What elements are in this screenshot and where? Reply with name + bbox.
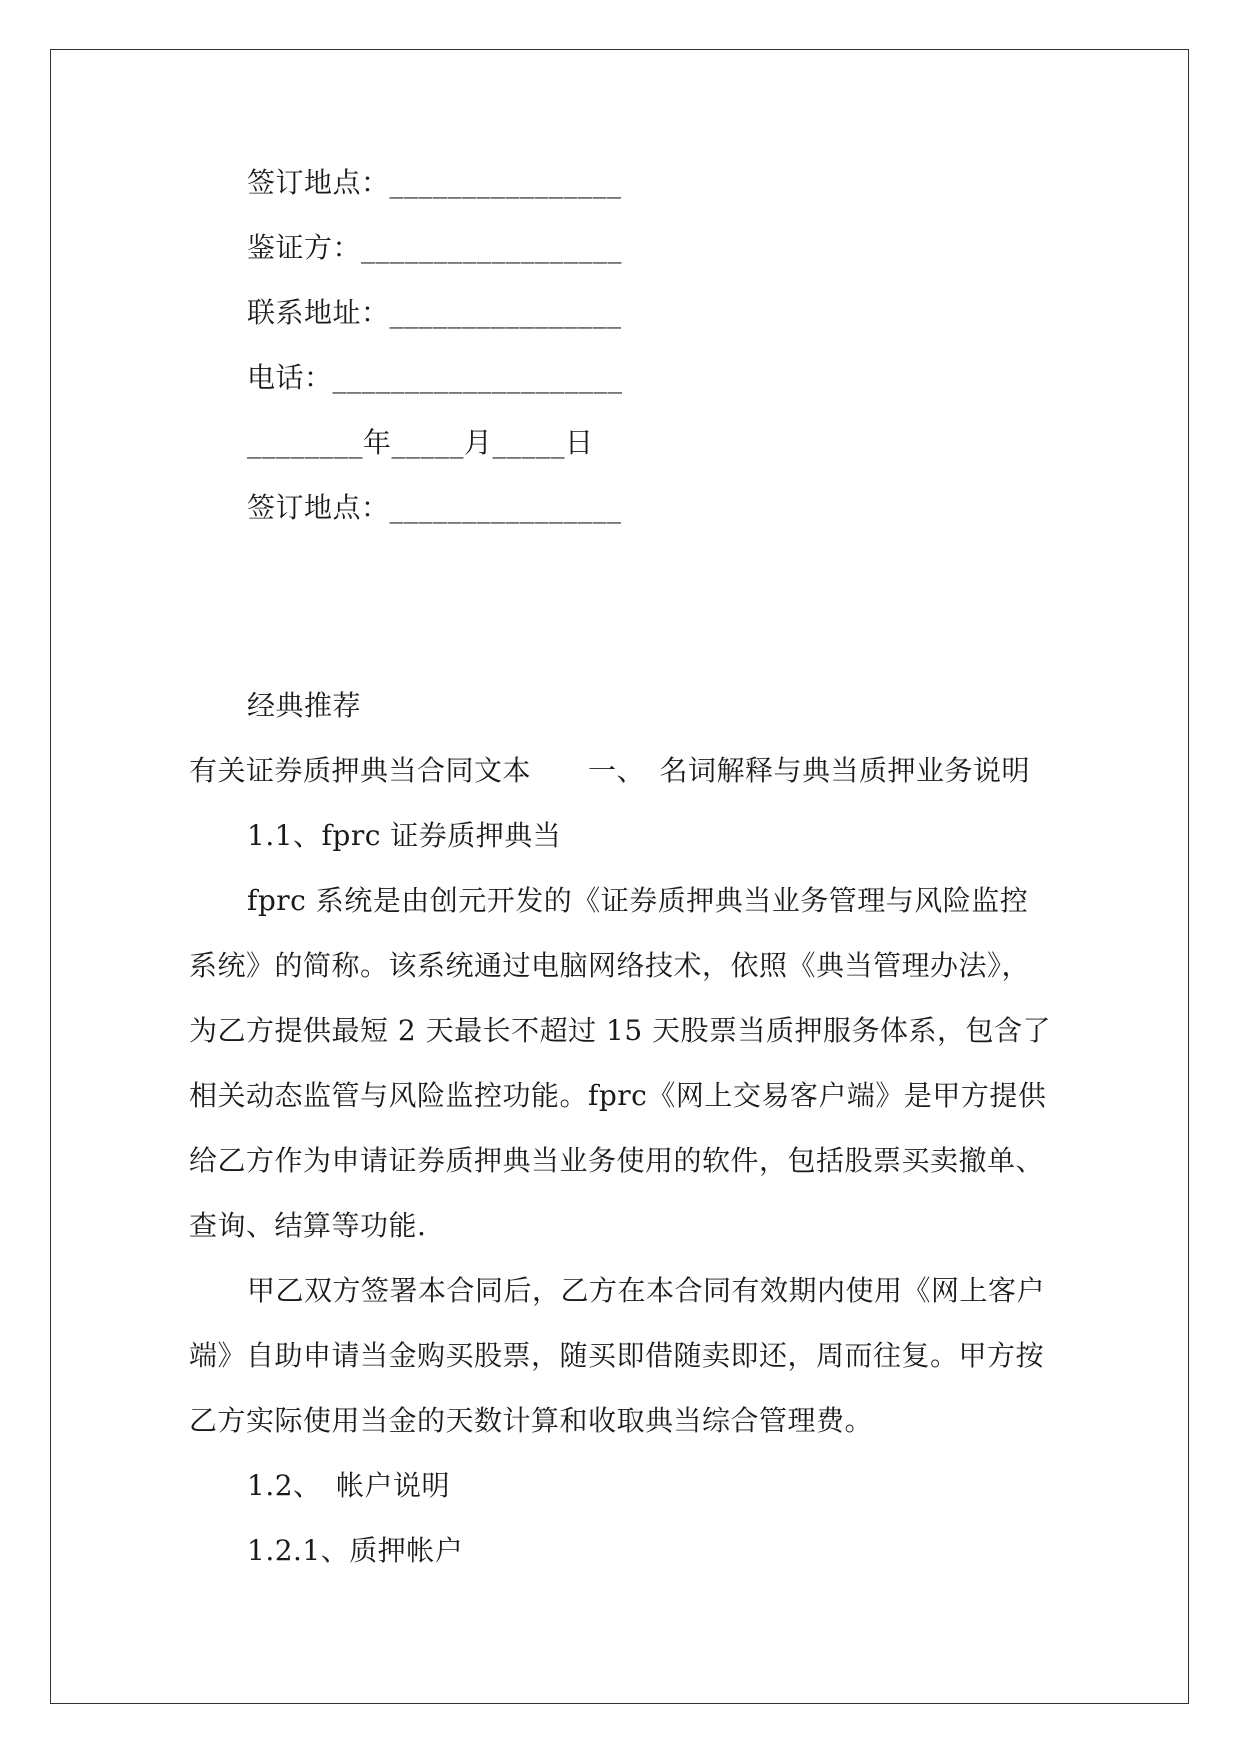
paragraph-2-line: 甲乙双方签署本合同后，乙方在本合同有效期内使用《网上客户 [247, 1274, 1046, 1307]
paragraph-2-line: 端》自助申请当金购买股票，随买即借随卖即还，周而往复。甲方按 [189, 1339, 1045, 1372]
sign-place-field: 签订地点：________________ [247, 166, 622, 199]
section-heading-1-1: 1.1、fprc 证券质押典当 [247, 819, 562, 852]
notary-field: 鉴证方：__________________ [247, 231, 623, 264]
contact-address-field: 联系地址：________________ [247, 296, 622, 329]
recommend-label: 经典推荐 [247, 689, 362, 722]
paragraph-2-line: 乙方实际使用当金的天数计算和收取典当综合管理费。 [189, 1404, 874, 1437]
section-heading-1-2-1: 1.2.1、质押帐户 [247, 1534, 464, 1567]
document-title: 有关证券质押典当合同文本 一、 名词解释与典当质押业务说明 [189, 754, 1031, 787]
date-field: ________年_____月_____日 [247, 426, 594, 459]
paragraph-1-line: 查询、结算等功能. [189, 1209, 427, 1242]
paragraph-1-line: 系统》的简称。该系统通过电脑网络技术，依照《典当管理办法》， [189, 949, 1031, 982]
paragraph-1-line: 相关动态监管与风险监控功能。fprc《网上交易客户端》是甲方提供 [189, 1079, 1047, 1112]
section-heading-1-2: 1.2、 帐户说明 [247, 1469, 451, 1502]
paragraph-1-line: fprc 系统是由创元开发的《证券质押典当业务管理与风险监控 [247, 884, 1029, 917]
sign-place-field-2: 签订地点：________________ [247, 491, 622, 524]
paragraph-1-line: 给乙方作为申请证券质押典当业务使用的软件，包括股票买卖撤单、 [189, 1144, 1045, 1177]
phone-field: 电话：____________________ [247, 361, 623, 394]
paragraph-1-line: 为乙方提供最短 2 天最长不超过 15 天股票当质押服务体系，包含了 [189, 1014, 1052, 1047]
